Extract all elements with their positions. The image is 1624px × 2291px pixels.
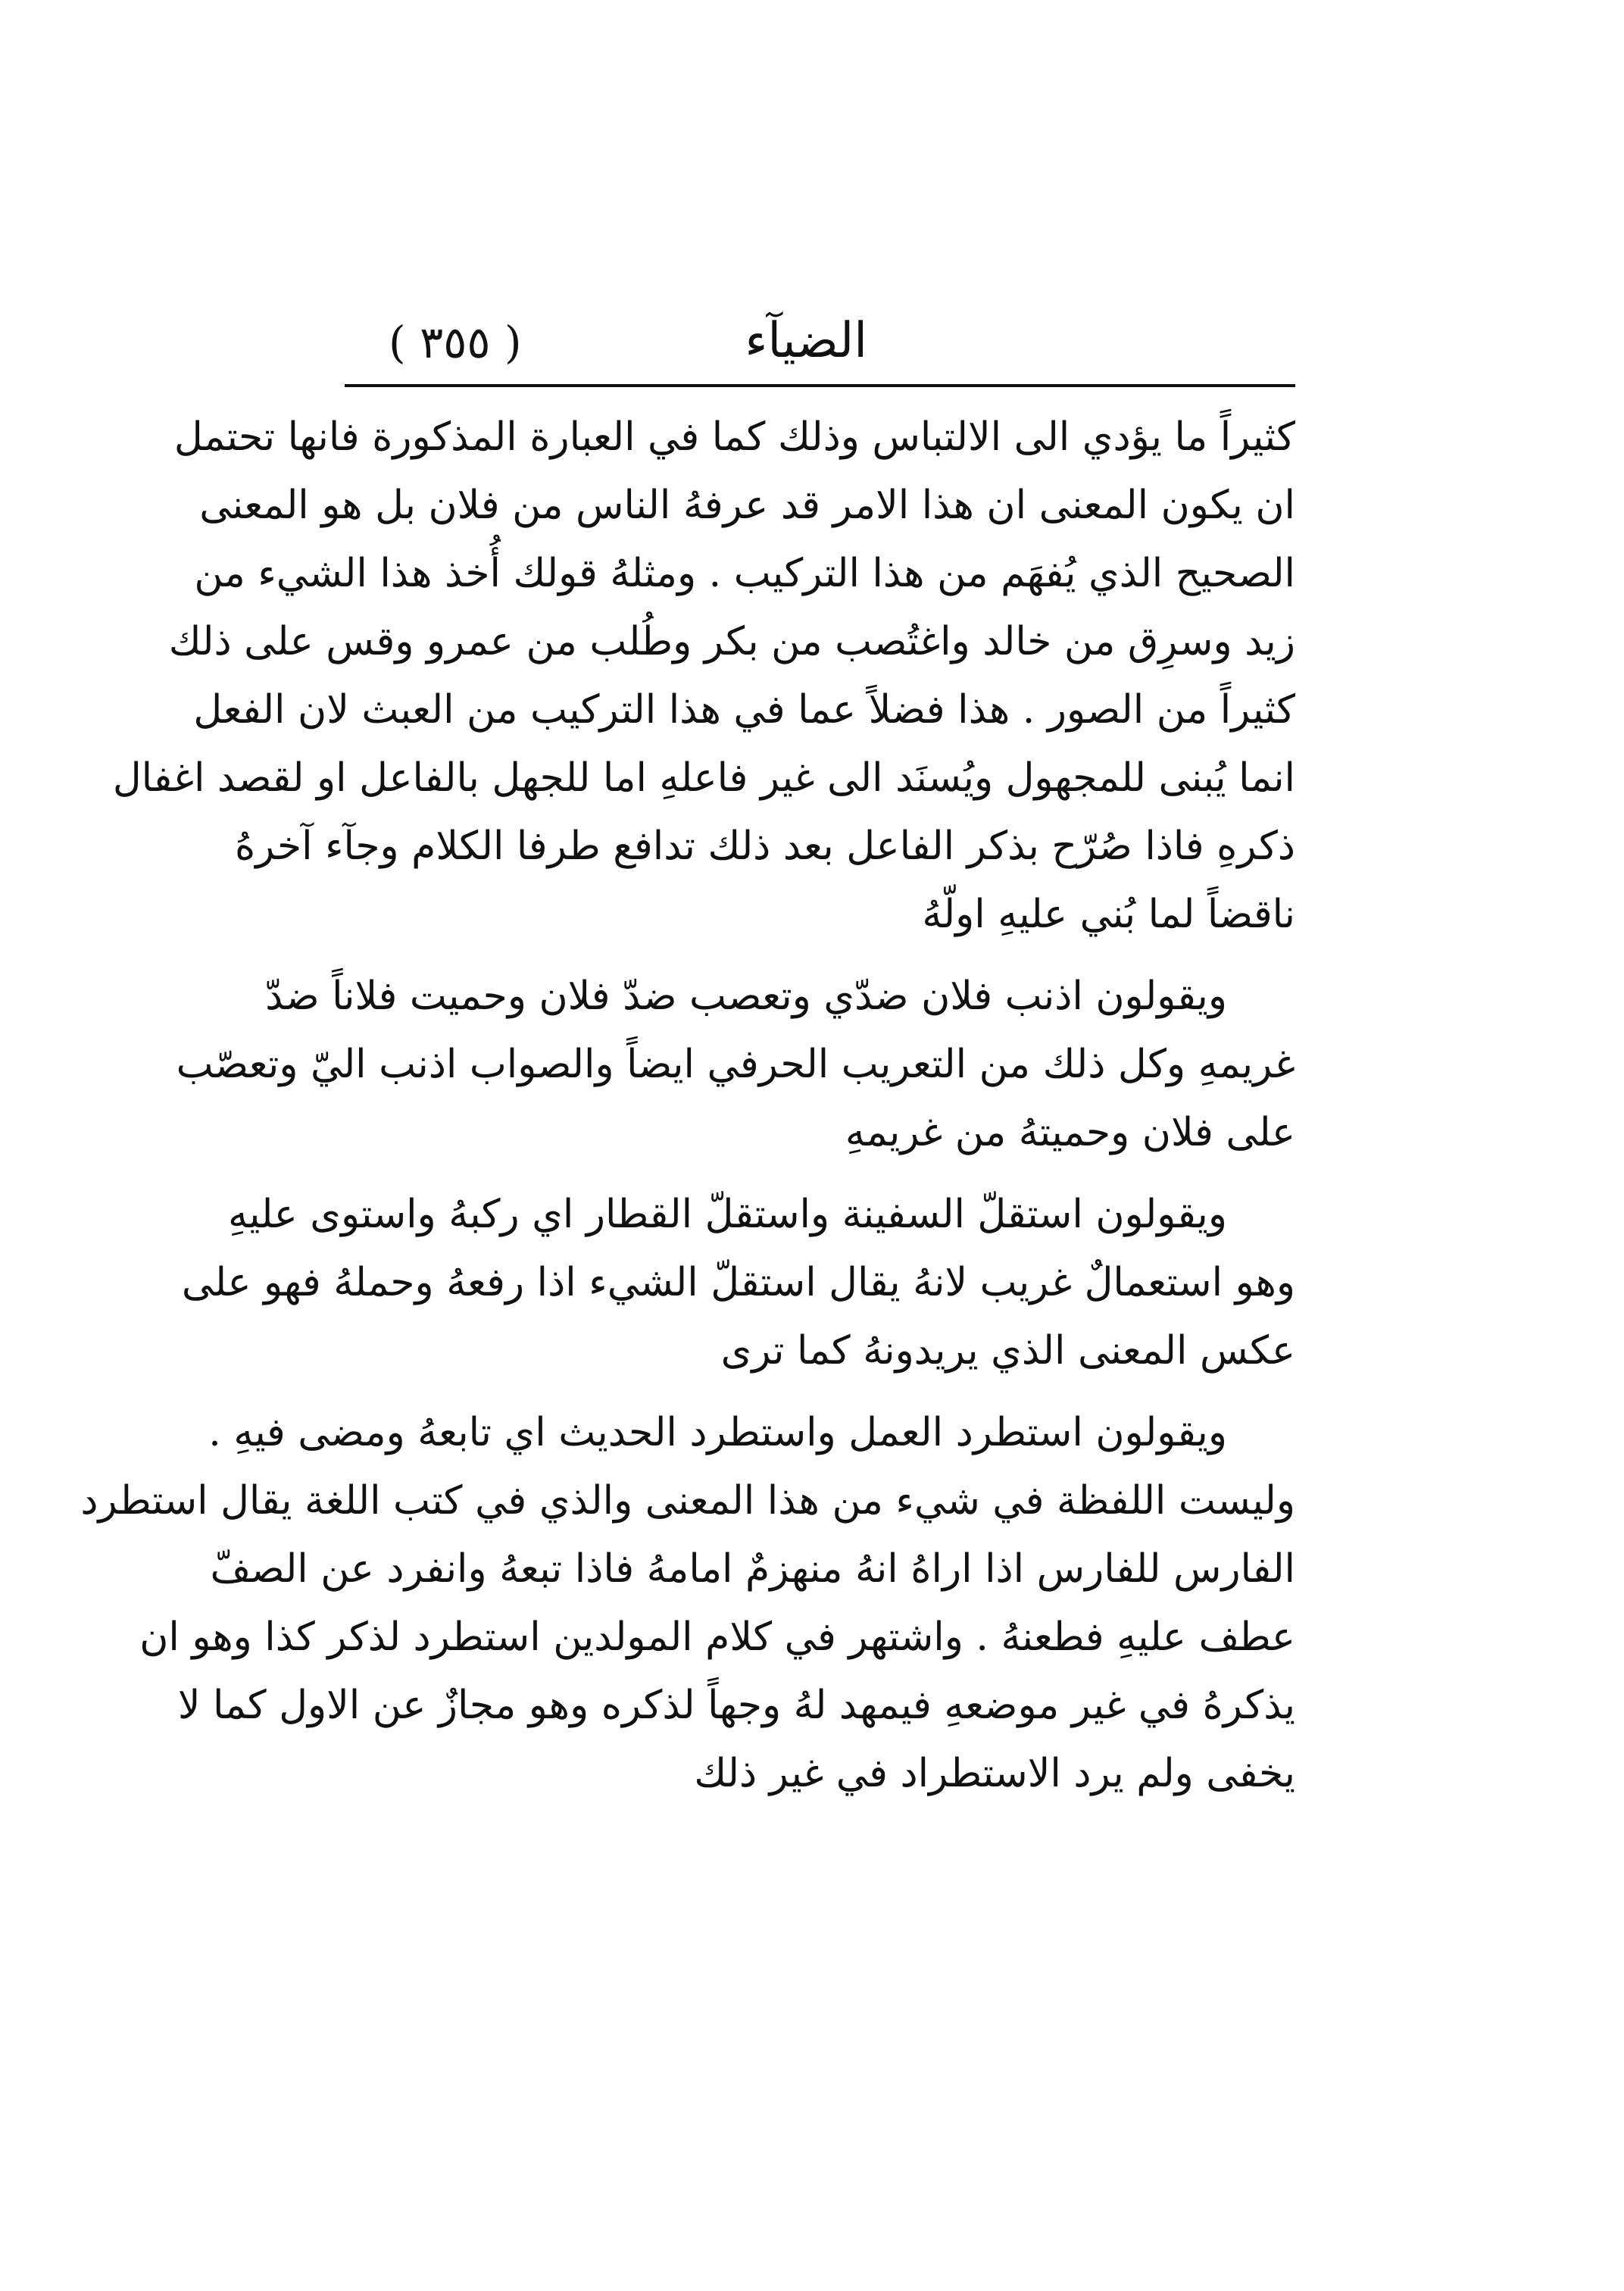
body-text xyxy=(80,403,1295,1821)
text-line: وهو استعمالٌ غريب لانهُ يقال استقلّ الشيء اذا رفعهُ وحملهُ فهو على xyxy=(181,1260,1295,1305)
text-line: يخفى ولم يرد الاستطراد في غير ذلك xyxy=(694,1751,1295,1796)
text-line: ناقضاً لما بُني عليهِ اولّهُ xyxy=(922,892,1295,937)
text-line: الفارس للفارس اذا اراهُ انهُ منهزمٌ امامهُ فاذا تبعهُ وانفرد عن الصفّ xyxy=(210,1546,1295,1592)
page-number: ( ٣٥٥ ) xyxy=(389,317,522,368)
text-line: انما يُبنى للمجهول ويُسنَد الى غير فاعلهِ اما للجهل بالفاعل او لقصد اغفال xyxy=(112,755,1295,801)
paragraph-2 xyxy=(176,962,1295,1167)
text-line: يذكرهُ في غير موضعهِ فيمهد لهُ وجهاً لذكره وهو مجازٌ عن الاول كما لا xyxy=(177,1683,1295,1728)
text-line: كثيراً ما يؤدي الى الالتباس وذلك كما في العبارة المذكورة فانها تحتمل xyxy=(173,414,1295,460)
text-line: ويقولون استطرد العمل واستطرد الحديث اي تابعهُ ومضى فيهِ . xyxy=(208,1410,1227,1455)
text-line: ذكرهِ فاذا صُرّح بذكر الفاعل بعد ذلك تدافع طرفا الكلام وجآء آخرهُ xyxy=(235,824,1295,869)
text-line: غريمهِ وكل ذلك من التعريب الحرفي ايضاً والصواب اذنب اليّ وتعصّب xyxy=(176,1042,1295,1087)
text-line: عكس المعنى الذي يريدونهُ كما ترى xyxy=(720,1328,1295,1374)
page-header xyxy=(345,303,1295,386)
header-rule xyxy=(345,384,1295,387)
running-title: الضيآء xyxy=(745,313,867,369)
text-line: ويقولون اذنب فلان ضدّي وتعصب ضدّ فلان وحميت فلاناً ضدّ xyxy=(265,974,1227,1019)
text-line: كثيراً من الصور . هذا فضلاً عما في هذا التركيب من العبث لان الفعل xyxy=(193,687,1295,733)
paragraph-4 xyxy=(80,1399,1295,1808)
paragraph-3 xyxy=(181,1180,1295,1385)
paragraph-1 xyxy=(112,403,1295,949)
text-line: وليست اللفظة في شيء من هذا المعنى والذي في كتب اللغة يقال استطرد xyxy=(80,1478,1295,1524)
text-line: الصحيح الذي يُفهَم من هذا التركيب . ومثلهُ قولك أُخذ هذا الشيء من xyxy=(194,551,1295,596)
text-line: زيد وسرِق من خالد واغتُصب من بكر وطُلب من عمرو وقس على ذلك xyxy=(168,619,1295,664)
text-line: على فلان وحميتهُ من غريمهِ xyxy=(845,1110,1295,1155)
text-line: عطف عليهِ فطعنهُ . واشتهر في كلام المولدين استطرد لذكر كذا وهو ان xyxy=(139,1614,1295,1660)
text-line: ويقولون استقلّ السفينة واستقلّ القطار اي ركبهُ واستوى عليهِ xyxy=(227,1192,1227,1237)
text-line: ان يكون المعنى ان هذا الامر قد عرفهُ الناس من فلان بل هو المعنى xyxy=(199,483,1295,528)
